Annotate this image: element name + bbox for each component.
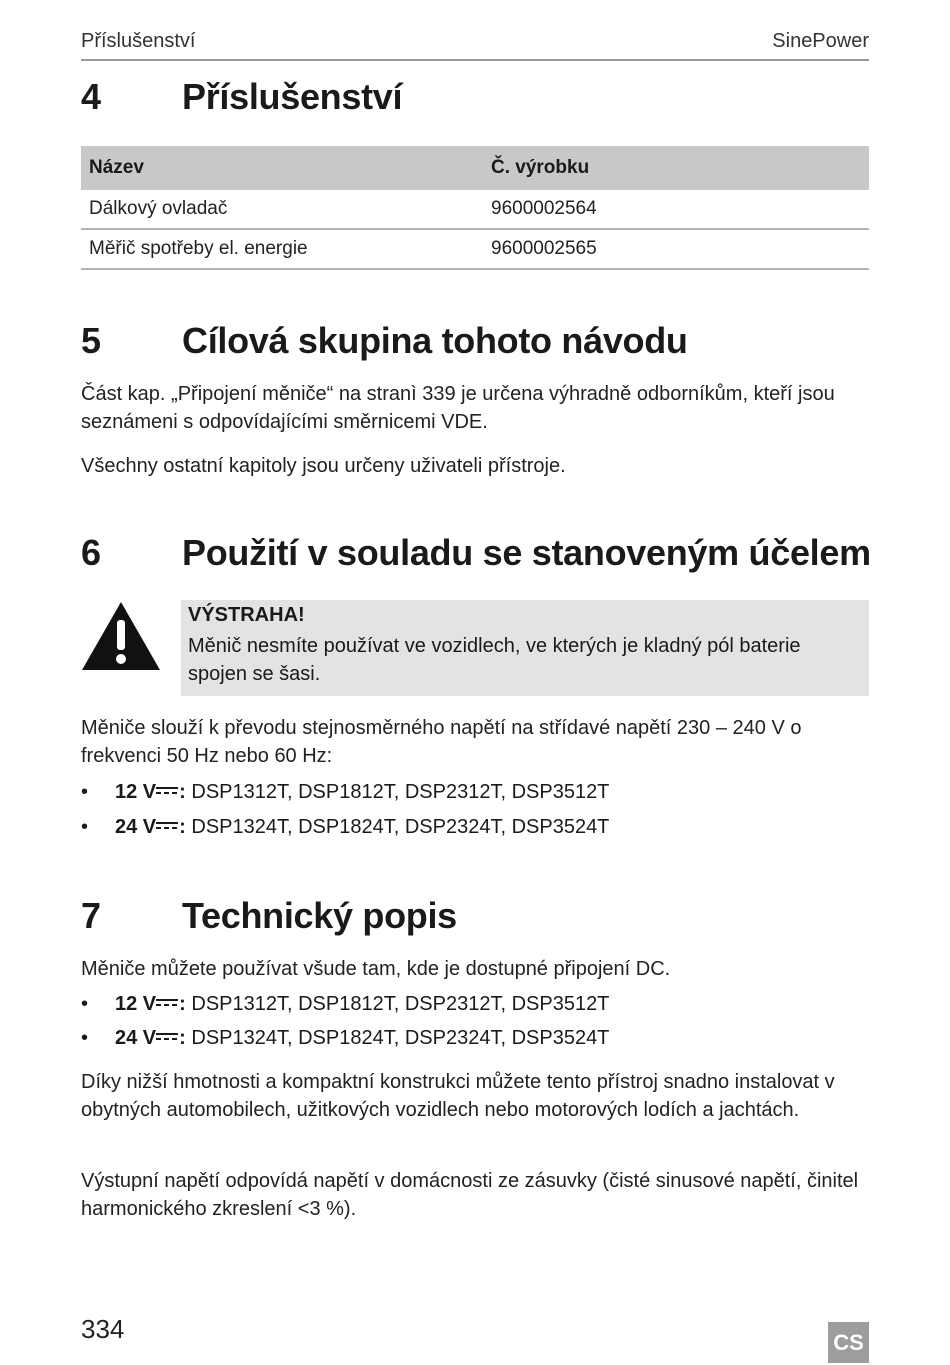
- paragraph: Měniče můžete používat všude tam, kde je dostupné připojení DC.: [81, 958, 671, 980]
- dc-symbol-icon: [156, 1032, 178, 1042]
- model-list: DSP1312T, DSP1812T, DSP2312T, DSP3512T: [185, 993, 610, 1015]
- column-header-item-number: Č. výrobku: [483, 146, 869, 190]
- dc-symbol-icon: [156, 786, 178, 796]
- bullet-icon: •: [81, 993, 89, 1015]
- model-list: DSP1312T, DSP1812T, DSP2312T, DSP3512T: [185, 781, 610, 803]
- running-header-right: SinePower: [772, 30, 869, 52]
- table-header-row: [81, 146, 869, 190]
- list-item: [81, 778, 609, 806]
- voltage-label: 24 V: [115, 816, 157, 838]
- table-cell: Měřič spotřeby el. energie: [81, 229, 483, 269]
- list-item: [81, 990, 609, 1018]
- paragraph: Část kap. „Připojení měniče“ na stranì 339 je určena výhradně odborníkům, kteří jsou seznámeni s odpovídajícími směrnicemi VDE.: [81, 383, 835, 433]
- header-divider: [81, 59, 869, 61]
- list-item: [81, 813, 609, 841]
- paragraph: Měniče slouží k převodu stejnosměrného napětí na střídavé napětí 230 – 240 V o frekvenci 50 Hz nebo 60 Hz:: [81, 717, 802, 767]
- voltage-colon: :: [179, 816, 186, 838]
- table-cell: 9600002564: [483, 190, 869, 229]
- dc-symbol-icon: [156, 821, 178, 831]
- bullet-icon: •: [81, 1027, 89, 1049]
- dc-symbol-icon: [156, 998, 178, 1008]
- table-cell: 9600002565: [483, 229, 869, 269]
- model-list: DSP1324T, DSP1824T, DSP2324T, DSP3524T: [185, 1027, 610, 1049]
- accessories-table: [81, 146, 869, 270]
- voltage-colon: :: [179, 993, 186, 1015]
- voltage-label: 24 V: [115, 1027, 157, 1049]
- running-header-left: Příslušenství: [81, 30, 196, 52]
- section-number: 4: [81, 76, 102, 117]
- column-header-name: Název: [81, 146, 483, 190]
- table-cell: Dálkový ovladač: [81, 190, 483, 229]
- section-number: 6: [81, 532, 102, 573]
- section-title: Příslušenství: [182, 76, 403, 117]
- voltage-label: 12 V: [115, 781, 157, 803]
- warning-text: Měnič nesmíte používat ve vozidlech, ve kterých je kladný pól baterie spojen se šasi.: [188, 635, 801, 685]
- paragraph: Všechny ostatní kapitoly jsou určeny uživateli přístroje.: [81, 455, 566, 477]
- section-title: Technický popis: [182, 895, 457, 936]
- section-title: Použití v souladu se stanoveným účelem: [182, 532, 871, 573]
- section-title: Cílová skupina tohoto návodu: [182, 320, 688, 361]
- section-number: 7: [81, 895, 102, 936]
- section-number: 5: [81, 320, 102, 361]
- list-item: [81, 1024, 609, 1052]
- language-badge: CS: [828, 1322, 869, 1363]
- table-row: [81, 229, 869, 269]
- warning-triangle-icon: [80, 600, 162, 672]
- voltage-colon: :: [179, 1027, 186, 1049]
- page-number: 334: [81, 1314, 125, 1344]
- voltage-label: 12 V: [115, 993, 157, 1015]
- warning-title: VÝSTRAHA!: [188, 604, 305, 626]
- voltage-colon: :: [179, 781, 186, 803]
- bullet-icon: •: [81, 816, 89, 838]
- table-row: [81, 190, 869, 229]
- bullet-icon: •: [81, 781, 89, 803]
- model-list: DSP1324T, DSP1824T, DSP2324T, DSP3524T: [185, 816, 610, 838]
- paragraph: Výstupní napětí odpovídá napětí v domácnosti ze zásuvky (čisté sinusové napětí, činitel harmonického zkreslení <3 %).: [81, 1170, 859, 1220]
- paragraph: Díky nižší hmotnosti a kompaktní konstrukci můžete tento přístroj snadno instalovat v obytných automobilech, užitkových vozidlech nebo motorových lodích a jachtách.: [81, 1071, 835, 1121]
